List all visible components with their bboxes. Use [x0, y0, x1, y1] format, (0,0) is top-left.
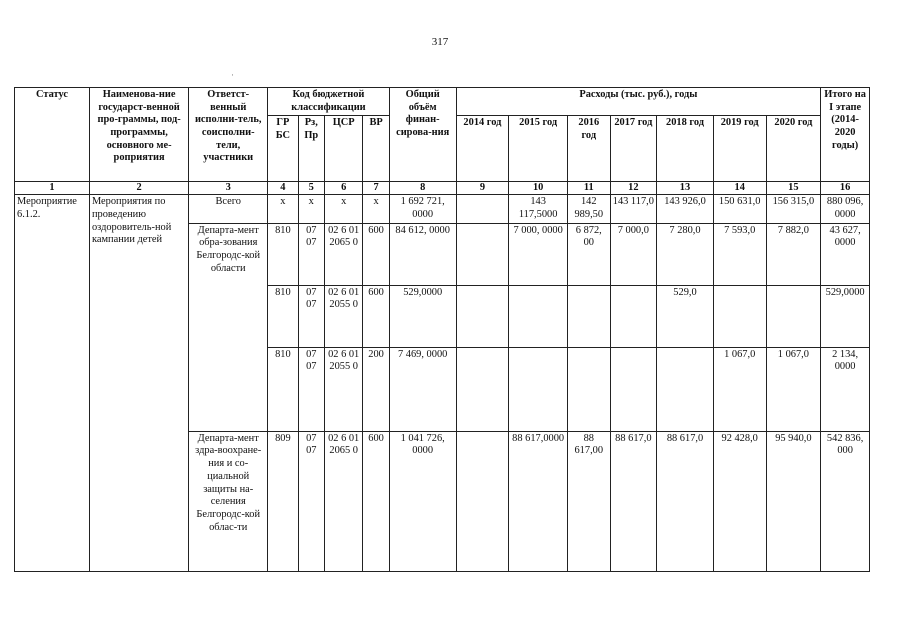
- header-stage-total: Итого на I этапе (2014-2020 годы): [821, 88, 870, 182]
- cell-rzpr: 07 07: [298, 223, 324, 285]
- cell-total: 1 041 726, 0000: [389, 431, 456, 571]
- header-year-2015: 2015 год: [509, 116, 568, 182]
- header-csr: ЦСР: [324, 116, 362, 182]
- header-year-2019: 2019 год: [713, 116, 766, 182]
- column-number: 12: [610, 182, 657, 195]
- cell-y2016: [568, 347, 611, 431]
- cell-y2014: [456, 285, 509, 347]
- cell-y2015: 88 617,0000: [509, 431, 568, 571]
- column-number: 1: [15, 182, 90, 195]
- cell-y2016: [568, 285, 611, 347]
- column-number: 4: [268, 182, 298, 195]
- page-number: 317: [431, 36, 449, 48]
- cell-total: 84 612, 0000: [389, 223, 456, 285]
- cell-grbs: 809: [268, 431, 298, 571]
- cell-vr: х: [363, 195, 389, 223]
- cell-stage: 2 134, 0000: [821, 347, 870, 431]
- header-budget-code: Код бюджетной классификации: [268, 88, 390, 116]
- cell-vr: 600: [363, 223, 389, 285]
- cell-csr: 02 6 01 2055 0: [324, 285, 362, 347]
- cell-y2015: [509, 347, 568, 431]
- column-number: 10: [509, 182, 568, 195]
- cell-y2018: 88 617,0: [657, 431, 714, 571]
- cell-y2017: [610, 347, 657, 431]
- cell-y2017: 88 617,0: [610, 431, 657, 571]
- column-number: 9: [456, 182, 509, 195]
- cell-stage: 529,0000: [821, 285, 870, 347]
- cell-grbs: х: [268, 195, 298, 223]
- cell-y2019: 7 593,0: [713, 223, 766, 285]
- cell-vr: 200: [363, 347, 389, 431]
- header-name: Наименова-ние государст-венной про-граммы, под-программы, основного ме-роприятия: [89, 88, 188, 182]
- header-vr: ВР: [363, 116, 389, 182]
- cell-y2019: 1 067,0: [713, 347, 766, 431]
- cell-rzpr: 07 07: [298, 431, 324, 571]
- status-cell: Мероприятие 6.1.2.: [15, 195, 90, 571]
- cell-y2016: 6 872, 00: [568, 223, 611, 285]
- column-number: 16: [821, 182, 870, 195]
- header-total: Общий объём финан-сирова-ния: [389, 88, 456, 182]
- header-year-2020: 2020 год: [766, 116, 821, 182]
- cell-stage: 880 096, 0000: [821, 195, 870, 223]
- cell-y2017: 7 000,0: [610, 223, 657, 285]
- cell-y2016: 88 617,00: [568, 431, 611, 571]
- measure-name-cell: Мероприятия по проведению оздоровитель-ной кампании детей: [89, 195, 188, 571]
- cell-stage: 43 627, 0000: [821, 223, 870, 285]
- cell-y2019: 150 631,0: [713, 195, 766, 223]
- cell-grbs: 810: [268, 285, 298, 347]
- cell-rzpr: 07 07: [298, 347, 324, 431]
- cell-vr: 600: [363, 431, 389, 571]
- cell-y2020: 1 067,0: [766, 347, 821, 431]
- header-expenses: Расходы (тыс. руб.), годы: [456, 88, 821, 116]
- cell-y2014: [456, 347, 509, 431]
- cell-csr: х: [324, 195, 362, 223]
- table-header: [15, 88, 870, 182]
- cell-y2015: 143 117,5000: [509, 195, 568, 223]
- column-number: 13: [657, 182, 714, 195]
- cell-y2020: 95 940,0: [766, 431, 821, 571]
- cell-grbs: 810: [268, 223, 298, 285]
- cell-vr: 600: [363, 285, 389, 347]
- column-number: 3: [189, 182, 268, 195]
- cell-y2018: [657, 347, 714, 431]
- column-number: 7: [363, 182, 389, 195]
- table-body: [15, 182, 870, 571]
- column-number: 11: [568, 182, 611, 195]
- budget-table: [14, 87, 870, 572]
- cell-total: 7 469, 0000: [389, 347, 456, 431]
- cell-csr: 02 6 01 2065 0: [324, 431, 362, 571]
- cell-total: 1 692 721, 0000: [389, 195, 456, 223]
- cell-y2014: [456, 431, 509, 571]
- cell-total: 529,0000: [389, 285, 456, 347]
- cell-y2016: 142 989,50: [568, 195, 611, 223]
- budget-table-wrapper: [14, 87, 870, 572]
- cell-y2020: 7 882,0: [766, 223, 821, 285]
- column-number: 6: [324, 182, 362, 195]
- cell-stage: 542 836, 000: [821, 431, 870, 571]
- cell-y2019: 92 428,0: [713, 431, 766, 571]
- column-number: 8: [389, 182, 456, 195]
- header-status: Статус: [15, 88, 90, 182]
- column-number: 14: [713, 182, 766, 195]
- scan-speck: ·: [231, 70, 234, 80]
- cell-y2019: [713, 285, 766, 347]
- cell-y2015: 7 000, 0000: [509, 223, 568, 285]
- cell-y2015: [509, 285, 568, 347]
- header-year-2017: 2017 год: [610, 116, 657, 182]
- cell-y2017: 143 117,0: [610, 195, 657, 223]
- responsible-dept-health-cell: Департа-мент здра-воохране-ния и со-циальной защиты на-селения Белгородс-кой облас-ти: [189, 431, 268, 571]
- header-grbs: ГР БС: [268, 116, 298, 182]
- cell-y2020: [766, 285, 821, 347]
- header-year-2018: 2018 год: [657, 116, 714, 182]
- column-number: 2: [89, 182, 188, 195]
- column-number-row: [15, 182, 870, 195]
- column-number: 15: [766, 182, 821, 195]
- cell-y2020: 156 315,0: [766, 195, 821, 223]
- header-responsible: Ответст-венный исполни-тель, соисполни-тели, участники: [189, 88, 268, 182]
- column-number: 5: [298, 182, 324, 195]
- responsible-total-cell: Всего: [189, 195, 268, 223]
- cell-rzpr: х: [298, 195, 324, 223]
- cell-y2018: 7 280,0: [657, 223, 714, 285]
- cell-csr: 02 6 01 2065 0: [324, 223, 362, 285]
- responsible-dept-education-cell: Департа-мент обра-зования Белгородс-кой области: [189, 223, 268, 431]
- cell-csr: 02 6 01 2055 0: [324, 347, 362, 431]
- header-year-2016: 2016 год: [568, 116, 611, 182]
- table-row: [15, 195, 870, 223]
- cell-y2018: 143 926,0: [657, 195, 714, 223]
- header-rzpr: Рз, Пр: [298, 116, 324, 182]
- cell-y2014: [456, 195, 509, 223]
- header-year-2014: 2014 год: [456, 116, 509, 182]
- cell-y2017: [610, 285, 657, 347]
- cell-y2014: [456, 223, 509, 285]
- cell-rzpr: 07 07: [298, 285, 324, 347]
- cell-y2018: 529,0: [657, 285, 714, 347]
- cell-grbs: 810: [268, 347, 298, 431]
